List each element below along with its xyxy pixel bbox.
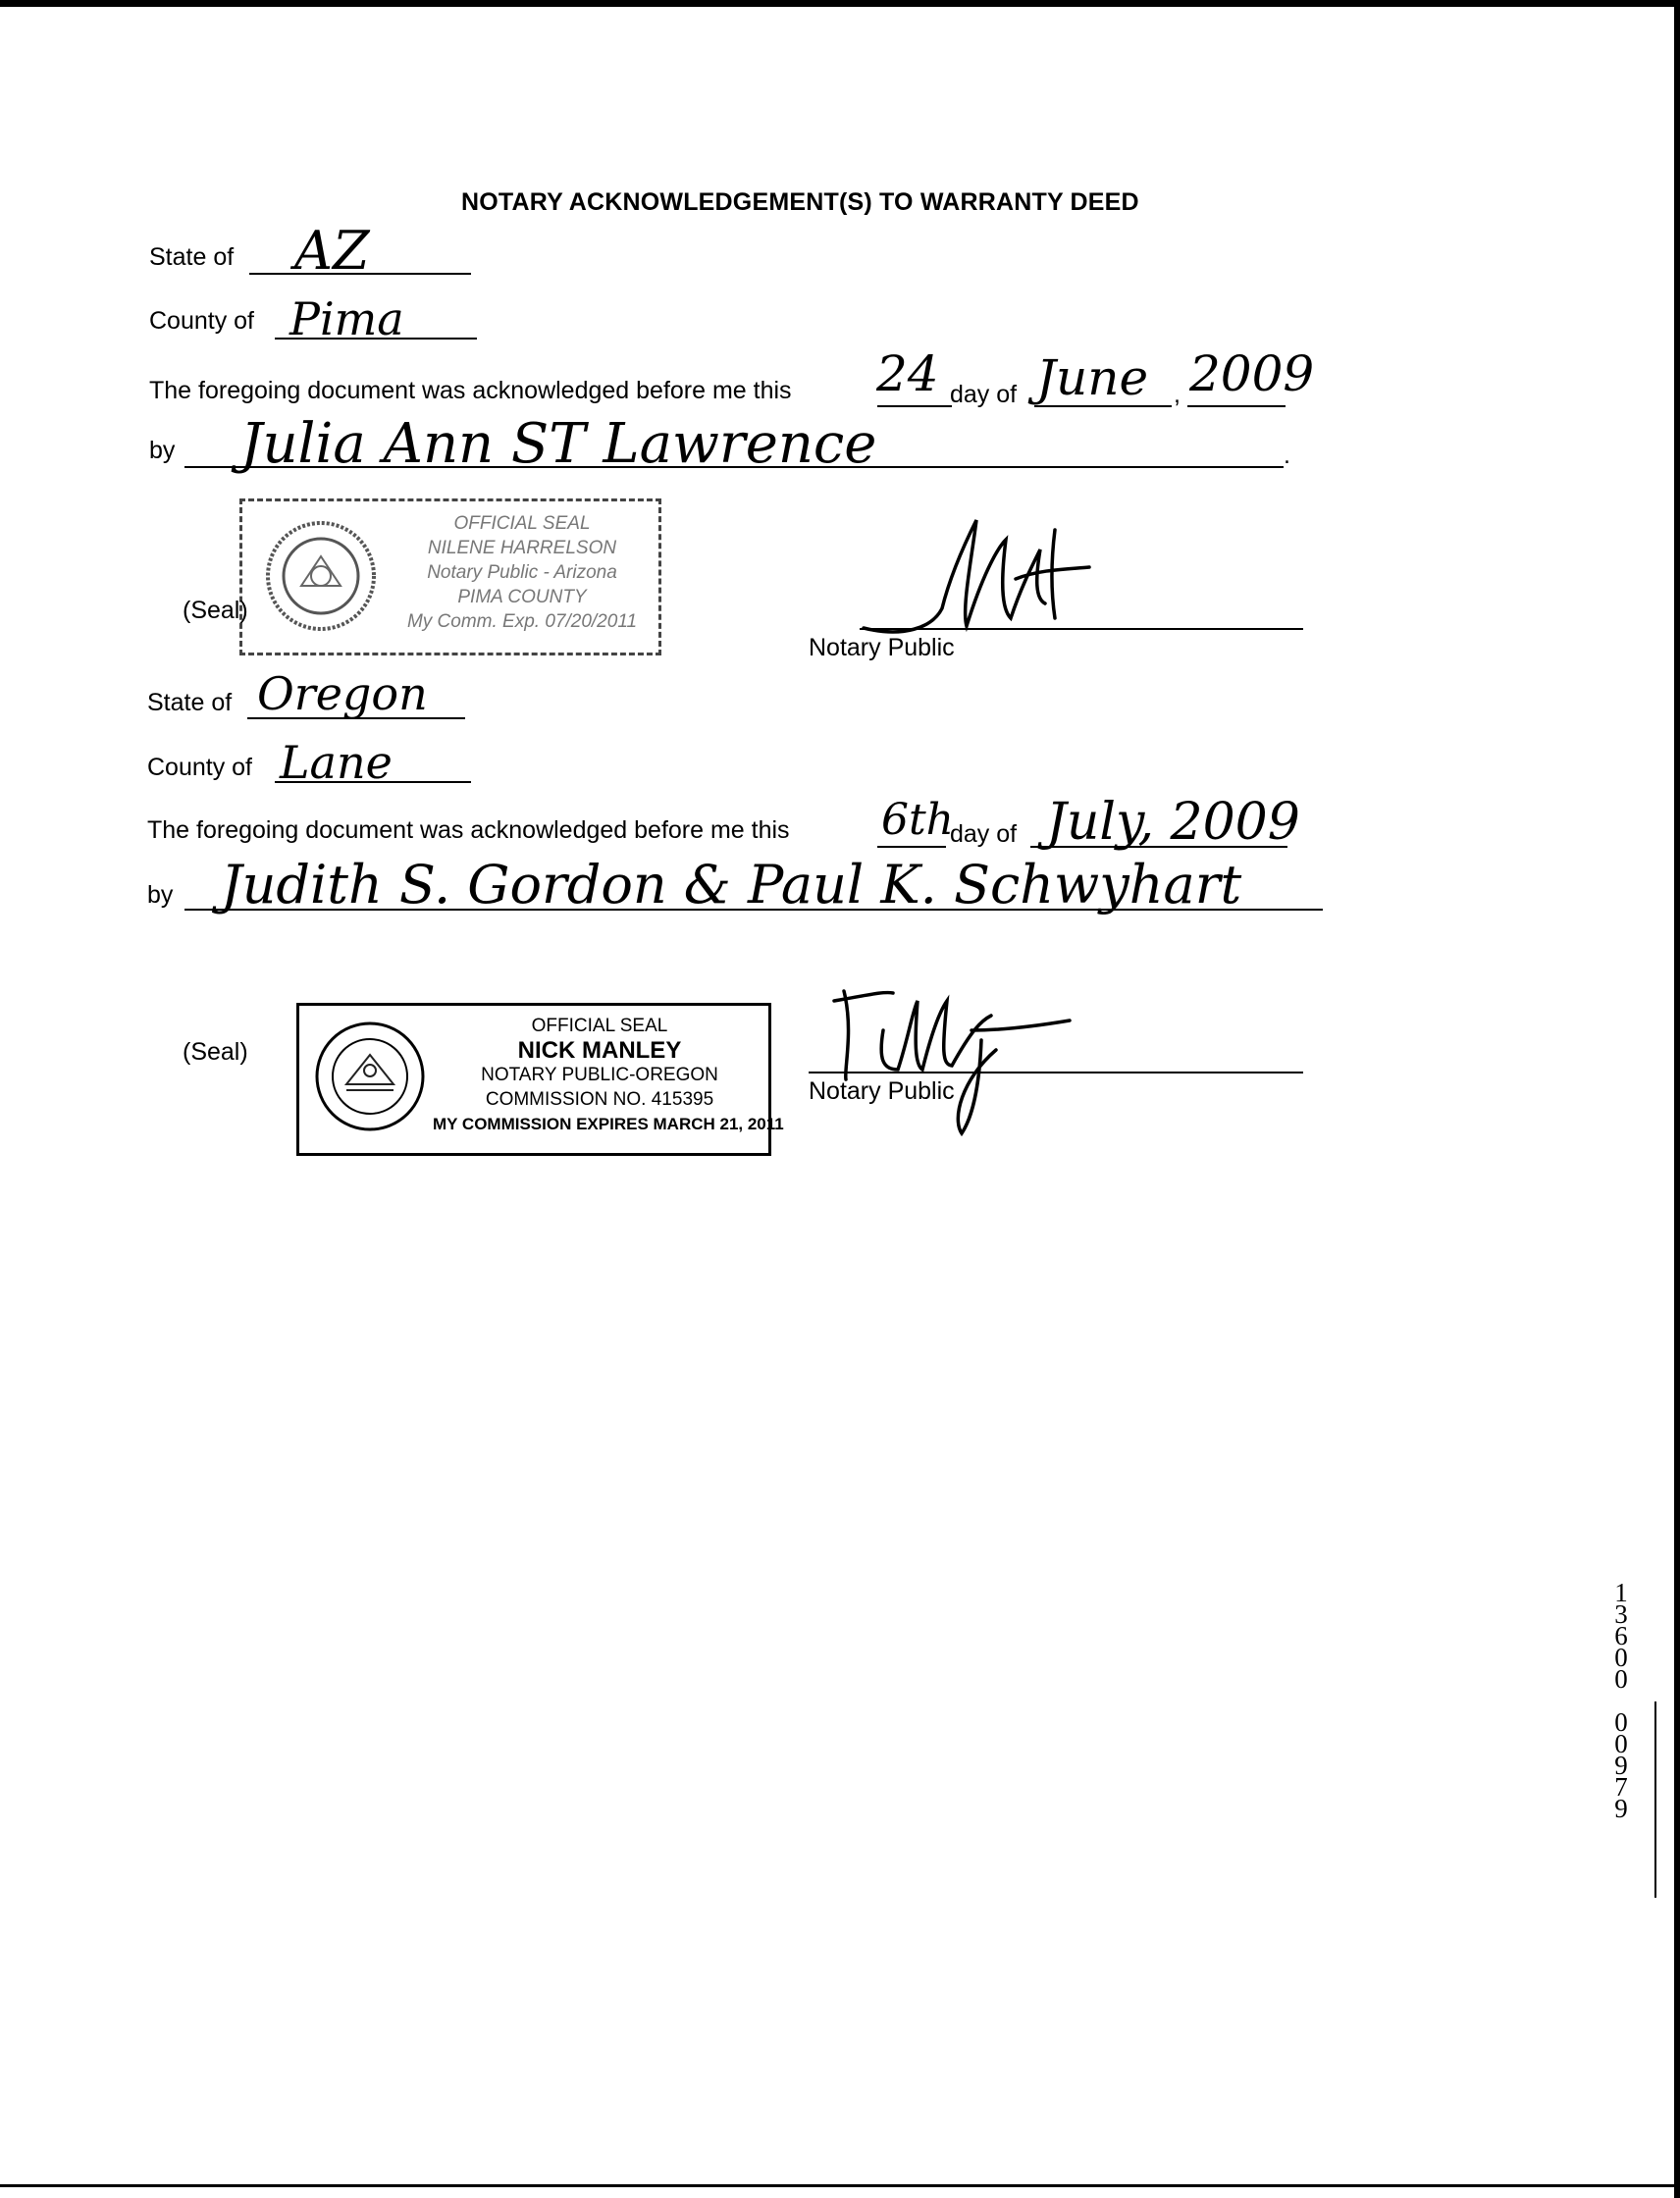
notary-public-label: Notary Public (809, 1077, 955, 1105)
notary-signature-1 (844, 510, 1099, 648)
official-seal-arizona (239, 498, 661, 655)
seal-line-4: COMMISSION NO. 415395 (485, 1089, 714, 1110)
state-label: State of (147, 689, 233, 716)
day-line (877, 405, 952, 407)
bates-digit: 7 (1614, 1772, 1628, 1802)
by-label: by (149, 437, 176, 464)
scan-edge-right (1674, 0, 1680, 2198)
seal-line-1: OFFICIAL SEAL (453, 513, 591, 534)
bates-digit: 0 (1614, 1643, 1628, 1672)
by-label: by (147, 881, 174, 909)
bates-number-text (1609, 1578, 1633, 1823)
bates-digit: 0 (1614, 1729, 1628, 1758)
bates-number (1609, 1578, 1633, 1823)
seal-line-1: OFFICIAL SEAL (531, 1016, 668, 1036)
seal-line-4: PIMA COUNTY (457, 587, 587, 607)
day-handwritten: 6th (881, 795, 955, 845)
notary-public-label: Notary Public (809, 634, 955, 661)
day-of-label: day of (950, 820, 1018, 848)
state-handwritten: Oregon (257, 667, 428, 720)
month-handwritten: June (1036, 349, 1149, 406)
bates-digit: 6 (1614, 1621, 1628, 1650)
year-line (1187, 405, 1286, 407)
scan-edge-top (0, 0, 1680, 7)
bates-digit: 3 (1614, 1599, 1628, 1629)
day-handwritten: 24 (876, 345, 939, 402)
county-handwritten: Lane (280, 736, 393, 789)
notary-signature-line (860, 628, 1303, 630)
notary-signature-2 (824, 971, 1099, 1148)
notary-signature-line (809, 1072, 1303, 1073)
acknowledgement-sentence: The foregoing document was acknowledged before me this (149, 377, 792, 404)
year-handwritten: 2009 (1189, 345, 1315, 402)
page-title: NOTARY ACKNOWLEDGEMENT(S) TO WARRANTY DEED (461, 188, 1139, 216)
official-seal-oregon (296, 1003, 784, 1156)
margin-mark (1654, 1701, 1656, 1898)
oregon-state-seal-icon (313, 1020, 427, 1133)
seal-line-2: NICK MANLEY (517, 1037, 682, 1064)
seal-line-3: Notary Public - Arizona (427, 562, 617, 583)
county-handwritten: Pima (289, 292, 404, 345)
signer-handwritten: Judith S. Gordon & Paul K. Schwyhart (221, 854, 1242, 916)
bates-digit: 0 (1614, 1664, 1628, 1694)
day-of-label: day of (950, 381, 1018, 408)
bates-digit: 1 (1614, 1578, 1628, 1607)
bates-digit: 9 (1614, 1794, 1628, 1823)
scan-edge-bottom (0, 2184, 1680, 2187)
seal-line-5: My Comm. Exp. 07/20/2011 (406, 611, 638, 632)
state-label: State of (149, 243, 235, 271)
period: . (1284, 442, 1290, 469)
seal-label: (Seal) (183, 1038, 248, 1066)
month-handwritten: July, 2009 (1046, 793, 1300, 852)
bates-digit: 9 (1614, 1751, 1628, 1780)
acknowledgement-sentence: The foregoing document was acknowledged before me this (147, 816, 790, 844)
day-line (877, 846, 946, 848)
arizona-state-seal-icon (262, 517, 380, 635)
county-label: County of (147, 754, 253, 781)
seal-line-5: MY COMMISSION EXPIRES MARCH 21, 2011 (433, 1115, 784, 1133)
seal-label: (Seal) (183, 597, 248, 624)
bates-digit: 0 (1614, 1707, 1628, 1737)
county-label: County of (149, 307, 255, 335)
signer-handwritten: Julia Ann ST Lawrence (240, 412, 877, 476)
state-handwritten: AZ (294, 220, 370, 282)
seal-line-3: NOTARY PUBLIC-OREGON (481, 1065, 718, 1085)
comma: , (1174, 381, 1181, 408)
seal-line-2: NILENE HARRELSON (427, 538, 617, 558)
